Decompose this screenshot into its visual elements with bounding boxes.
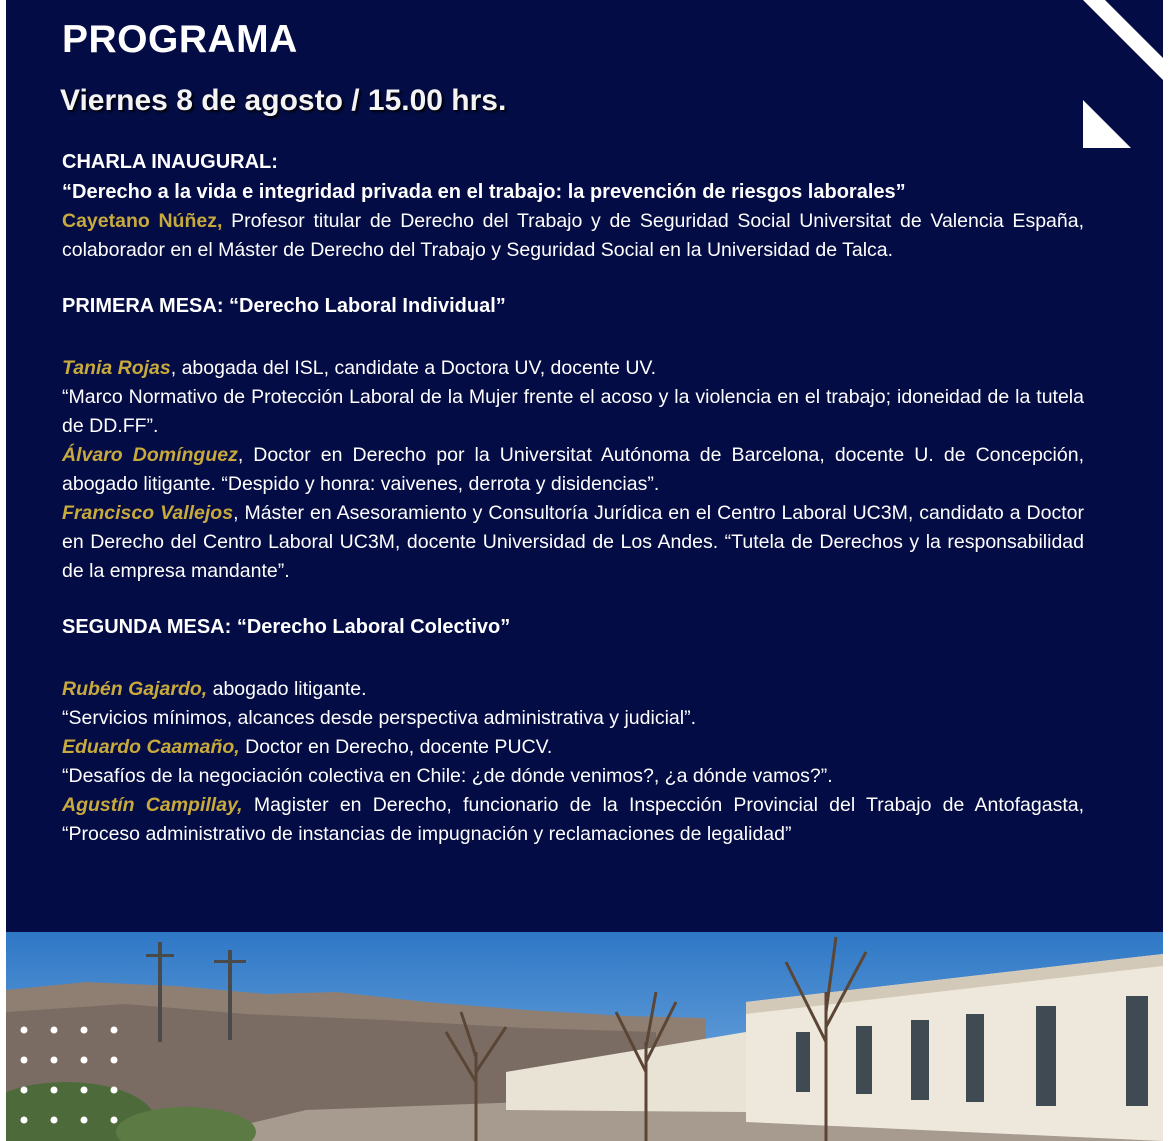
mesa1-speaker-3: [62, 499, 1084, 586]
mesa2-talk-1: “Servicios mínimos, alcances desde perspectiva administrativa y judicial”.: [62, 707, 696, 729]
speaker-bio: abogado litigante.: [207, 678, 367, 700]
page-title: PROGRAMA: [62, 18, 298, 61]
speaker-name: Francisco Vallejos: [62, 502, 234, 524]
mesa1-speaker-2: [62, 441, 1084, 499]
program-content: [62, 147, 1084, 849]
village-photo-illustration: [6, 932, 1163, 1141]
inaugural-heading: CHARLA INAUGURAL:: [62, 151, 278, 173]
speaker-bio: , Doctor en Derecho por la Universitat Autónoma de Barcelona, docente U. de Concepción, abogado litigante. “Despido y honra: vaivenes, derrota y disidencias”.: [62, 444, 1084, 495]
speaker-name: Tania Rojas: [62, 357, 171, 379]
mesa2-heading: SEGUNDA MESA: “Derecho Laboral Colectivo”: [62, 616, 511, 638]
speaker-name: Rubén Gajardo,: [62, 678, 208, 700]
diagonal-stripes-decoration: [1083, 0, 1163, 150]
speaker-name: Cayetano Núñez,: [62, 210, 223, 232]
speaker-bio: Profesor titular de Derecho del Trabajo y de Seguridad Social Universitat de Valencia España, colaborador en el Máster de Derecho del Trabajo y Seguridad Social en la Universidad de Talca.: [62, 210, 1084, 261]
mesa1-heading: PRIMERA MESA: “Derecho Laboral Individual”: [62, 295, 506, 317]
village-photo: [6, 932, 1163, 1141]
mesa2-speaker-2: [62, 733, 1084, 762]
mesa2-speaker-1: [62, 675, 1084, 704]
speaker-name: Eduardo Caamaño,: [62, 736, 240, 758]
speaker-bio: , Máster en Asesoramiento y Consultoría Jurídica en el Centro Laboral UC3M, candidato a Doctor en Derecho del Centro Laboral UC3M, docente Universidad de Los Andes. “Tutela de Derechos y la responsabilidad de la empresa mandante”.: [62, 502, 1084, 582]
speaker-bio: Doctor en Derecho, docente PUCV.: [239, 736, 553, 758]
mesa1-speaker-1: [62, 354, 1084, 383]
event-date: Viernes 8 de agosto / 15.00 hrs.: [60, 84, 507, 117]
speaker-bio: Magister en Derecho, funcionario de la Inspección Provincial del Trabajo de Antofagasta, “Proceso administrativo de instancias de impugnación y reclamaciones de legalidad”: [62, 794, 1084, 845]
speaker-name: Agustín Campillay,: [62, 794, 243, 816]
speaker-bio: , abogada del ISL, candidate a Doctora UV, docente UV.: [170, 357, 657, 379]
speaker-name: Álvaro Domínguez: [62, 444, 238, 466]
program-panel: [6, 0, 1163, 932]
mesa2-speaker-3: [62, 791, 1084, 849]
inaugural-talk-title: “Derecho a la vida e integridad privada en el trabajo: la prevención de riesgos laborales”: [62, 181, 906, 203]
mesa2-talk-2: “Desafíos de la negociación colectiva en Chile: ¿de dónde venimos?, ¿a dónde vamos?”.: [62, 765, 833, 787]
mesa1-talk-1: “Marco Normativo de Protección Laboral de la Mujer frente el acoso y la violencia en el trabajo; idoneidad de la tutela de DD.FF”.: [62, 386, 1084, 437]
inaugural-speaker: [62, 207, 1084, 265]
program-page: [6, 0, 1163, 1141]
